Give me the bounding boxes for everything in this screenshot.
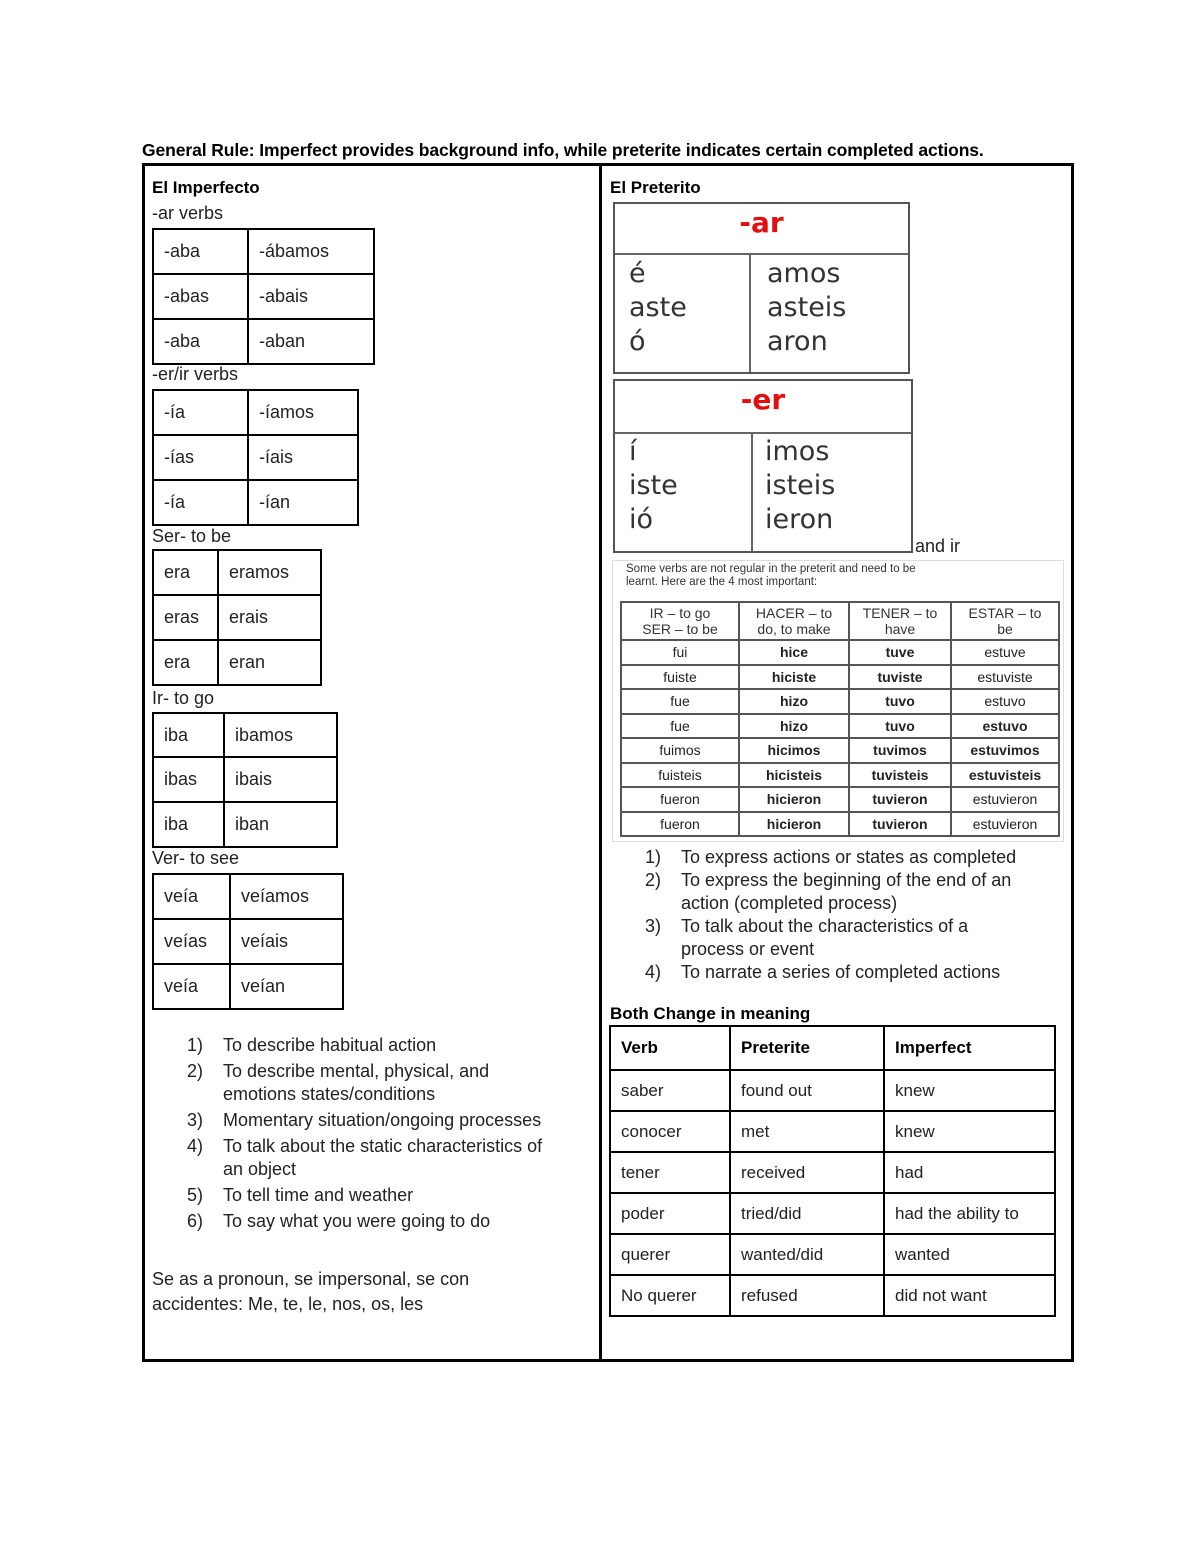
list-number: 5) (187, 1185, 204, 1205)
table-cell: hizo (739, 689, 849, 714)
table-cell: fuisteis (621, 763, 739, 788)
table-row (621, 763, 1059, 788)
preterite-uses-list (645, 846, 1065, 984)
table-cell: did not want (884, 1275, 1055, 1316)
table-cell: hicimos (739, 738, 849, 763)
ending: í (629, 436, 637, 467)
list-item (187, 1034, 587, 1057)
table-cell: -íamos (248, 390, 358, 435)
header-cell (621, 602, 739, 640)
and-ir-text: and ir (915, 536, 961, 556)
list-number: 3) (187, 1110, 204, 1130)
table-cell: fue (621, 689, 739, 714)
header-line: do, to make (757, 621, 831, 637)
table-cell: fueron (621, 787, 739, 812)
imperfect-erir-table (152, 389, 359, 526)
table-cell: fui (621, 640, 739, 665)
list-item (187, 1135, 587, 1181)
list-text: To narrate a series of completed actions (681, 962, 1001, 982)
table-cell: fuiste (621, 665, 739, 690)
table-cell: wanted (884, 1234, 1055, 1275)
table-cell: -ían (248, 480, 358, 525)
table-cell: -abas (153, 274, 248, 319)
preterite-title: El Preterito (610, 178, 701, 197)
irregular-verbs-table (620, 601, 1060, 837)
ending: aron (767, 326, 828, 357)
table-row (621, 640, 1059, 665)
table-cell: iba (153, 802, 224, 847)
table-cell: hicisteis (739, 763, 849, 788)
table-cell: -aba (153, 229, 248, 274)
table-cell: estuvisteis (951, 763, 1059, 788)
table-cell: tuvimos (849, 738, 951, 763)
ar-verbs-label: -ar verbs (152, 203, 224, 223)
table-cell: tuvisteis (849, 763, 951, 788)
list-number: 4) (645, 962, 662, 982)
list-text: emotions states/conditions (223, 1084, 436, 1104)
table-cell: iban (224, 802, 337, 847)
list-text: To describe mental, physical, and (223, 1061, 490, 1081)
table-cell: estuvo (951, 689, 1059, 714)
header-line: IR – to go (649, 605, 711, 621)
table-row (621, 665, 1059, 690)
table-cell: -abais (248, 274, 374, 319)
table-cell: received (730, 1152, 884, 1193)
table-cell: conocer (610, 1111, 730, 1152)
table-cell: eras (153, 595, 218, 640)
table-cell: veía (153, 964, 230, 1009)
ser-label: Ser- to be (152, 526, 232, 546)
preterite-ar-box (613, 202, 910, 374)
list-text: To describe habitual action (223, 1035, 437, 1055)
table-cell: hiciste (739, 665, 849, 690)
table-cell: estuve (951, 640, 1059, 665)
table-cell: tuviste (849, 665, 951, 690)
imperfect-ar-table (152, 228, 375, 365)
table-row (621, 787, 1059, 812)
table-cell: No querer (610, 1275, 730, 1316)
table-cell: met (730, 1111, 884, 1152)
table-cell: refused (730, 1275, 884, 1316)
table-cell: -ías (153, 435, 248, 480)
table-cell: hizo (739, 714, 849, 739)
ending: asteis (767, 292, 847, 323)
list-text: To say what you were going to do (223, 1211, 491, 1231)
table-cell: -ía (153, 390, 248, 435)
imperfect-ser-table (152, 549, 322, 686)
imperfect-ir-table (152, 712, 338, 848)
list-item (645, 915, 1065, 961)
table-cell: eran (218, 640, 321, 685)
note-line: Some verbs are not regular in the preterit and need to be (626, 563, 916, 575)
header-row (610, 1026, 1055, 1070)
table-cell: poder (610, 1193, 730, 1234)
list-item (645, 961, 1065, 984)
table-cell: -aba (153, 319, 248, 364)
list-item (187, 1210, 587, 1233)
list-text: To express the beginning of the end of an (681, 870, 1012, 890)
header-line: HACER – to (755, 605, 833, 621)
general-rule: General Rule: Imperfect provides background info, while preterite indicates certain completed actions. (142, 140, 984, 160)
er-plural-endings (765, 435, 835, 537)
list-number: 2) (187, 1061, 204, 1081)
table-cell: estuvimos (951, 738, 1059, 763)
imperfect-title: El Imperfecto (152, 178, 260, 197)
table-cell: tried/did (730, 1193, 884, 1234)
table-cell: estuvieron (951, 787, 1059, 812)
list-text: process or event (681, 939, 815, 959)
list-number: 3) (645, 916, 662, 936)
table-cell: veían (230, 964, 343, 1009)
ending: iste (629, 470, 678, 501)
imperfect-ver-table (152, 873, 344, 1010)
table-cell: tuvieron (849, 787, 951, 812)
table-cell: estuviste (951, 665, 1059, 690)
er-singular-endings (629, 435, 678, 537)
table-row (621, 714, 1059, 739)
table-cell: knew (884, 1111, 1055, 1152)
ending: aste (629, 292, 687, 323)
list-text: action (completed process) (681, 893, 898, 913)
box-divider (749, 255, 751, 372)
se-note-line: accidentes: Me, te, le, nos, os, les (152, 1294, 424, 1314)
table-cell: tuvo (849, 714, 951, 739)
header-line: SER – to be (642, 621, 718, 637)
list-item (645, 846, 1065, 869)
list-text: To talk about the static characteristics of (223, 1136, 543, 1156)
table-cell: -aban (248, 319, 374, 364)
header-line: ESTAR – to (968, 605, 1042, 621)
table-cell: tener (610, 1152, 730, 1193)
list-number: 2) (645, 870, 662, 890)
table-cell: estuvieron (951, 812, 1059, 837)
list-number: 1) (187, 1035, 204, 1055)
se-pronoun-note (152, 1267, 592, 1317)
table-cell: tuve (849, 640, 951, 665)
table-cell: hicieron (739, 812, 849, 837)
header-cell (739, 602, 849, 640)
header-cell: Preterite (730, 1026, 884, 1070)
erir-verbs-label: -er/ir verbs (152, 364, 239, 384)
list-number: 6) (187, 1211, 204, 1231)
box-divider (751, 434, 753, 551)
table-cell: -íais (248, 435, 358, 480)
ar-singular-endings (629, 257, 687, 359)
table-row (610, 1152, 1055, 1193)
table-row (610, 1111, 1055, 1152)
table-row (610, 1193, 1055, 1234)
table-cell: tuvo (849, 689, 951, 714)
table-cell: veías (153, 919, 230, 964)
ending: isteis (765, 470, 836, 501)
table-row (610, 1070, 1055, 1111)
ending: ó (629, 326, 646, 357)
ir-label: Ir- to go (152, 688, 215, 708)
table-cell: fuimos (621, 738, 739, 763)
se-note-line: Se as a pronoun, se impersonal, se con (152, 1269, 470, 1289)
header-cell: Imperfect (884, 1026, 1055, 1070)
table-cell: eramos (218, 550, 321, 595)
note-line: learnt. Here are the 4 most important: (626, 576, 818, 588)
table-row (621, 738, 1059, 763)
table-cell: saber (610, 1070, 730, 1111)
header-line: have (884, 621, 916, 637)
table-cell: ibais (224, 757, 337, 802)
table-cell: fueron (621, 812, 739, 837)
header-line: TENER – to (862, 605, 938, 621)
list-number: 4) (187, 1136, 204, 1156)
change-in-meaning-table (609, 1025, 1056, 1317)
table-cell: wanted/did (730, 1234, 884, 1275)
header-line: be (997, 621, 1013, 637)
list-item (645, 869, 1065, 915)
table-row (610, 1275, 1055, 1316)
table-row (610, 1234, 1055, 1275)
table-cell: hicieron (739, 787, 849, 812)
table-cell: knew (884, 1070, 1055, 1111)
list-text: To express actions or states as completed (681, 847, 1017, 867)
list-item (187, 1184, 587, 1207)
table-cell: -ábamos (248, 229, 374, 274)
table-cell: querer (610, 1234, 730, 1275)
ending: ieron (765, 504, 834, 535)
table-cell: era (153, 550, 218, 595)
table-cell: estuvo (951, 714, 1059, 739)
table-cell: had the ability to (884, 1193, 1055, 1234)
list-number: 1) (645, 847, 662, 867)
ending: é (629, 258, 646, 289)
table-cell: tuvieron (849, 812, 951, 837)
ver-label: Ver- to see (152, 848, 240, 868)
header-cell (849, 602, 951, 640)
table-cell: found out (730, 1070, 884, 1111)
table-cell: veíais (230, 919, 343, 964)
ar-heading: -ar (615, 204, 908, 255)
table-cell: erais (218, 595, 321, 640)
list-item (187, 1060, 587, 1106)
column-divider (599, 163, 602, 1359)
table-cell: era (153, 640, 218, 685)
table-cell: hice (739, 640, 849, 665)
ending: imos (765, 436, 830, 467)
ending: amos (767, 258, 841, 289)
table-cell: had (884, 1152, 1055, 1193)
list-text: To tell time and weather (223, 1185, 414, 1205)
table-cell: ibamos (224, 713, 337, 757)
table-row (621, 812, 1059, 837)
header-cell (951, 602, 1059, 640)
list-item (187, 1109, 587, 1132)
table-cell: veíamos (230, 874, 343, 919)
preterite-er-box (613, 379, 913, 553)
ar-plural-endings (767, 257, 846, 359)
list-text: Momentary situation/ongoing processes (223, 1110, 542, 1130)
change-in-meaning-title: Both Change in meaning (610, 1004, 811, 1023)
table-cell: ibas (153, 757, 224, 802)
table-cell: fue (621, 714, 739, 739)
list-text: an object (223, 1159, 297, 1179)
irregular-note (626, 563, 916, 589)
list-text: To talk about the characteristics of a (681, 916, 969, 936)
table-row (621, 689, 1059, 714)
header-cell: Verb (610, 1026, 730, 1070)
ending: ió (629, 504, 654, 535)
table-cell: iba (153, 713, 224, 757)
imperfect-uses-list (187, 1034, 587, 1233)
table-cell: veía (153, 874, 230, 919)
er-heading: -er (615, 381, 911, 434)
table-cell: -ía (153, 480, 248, 525)
